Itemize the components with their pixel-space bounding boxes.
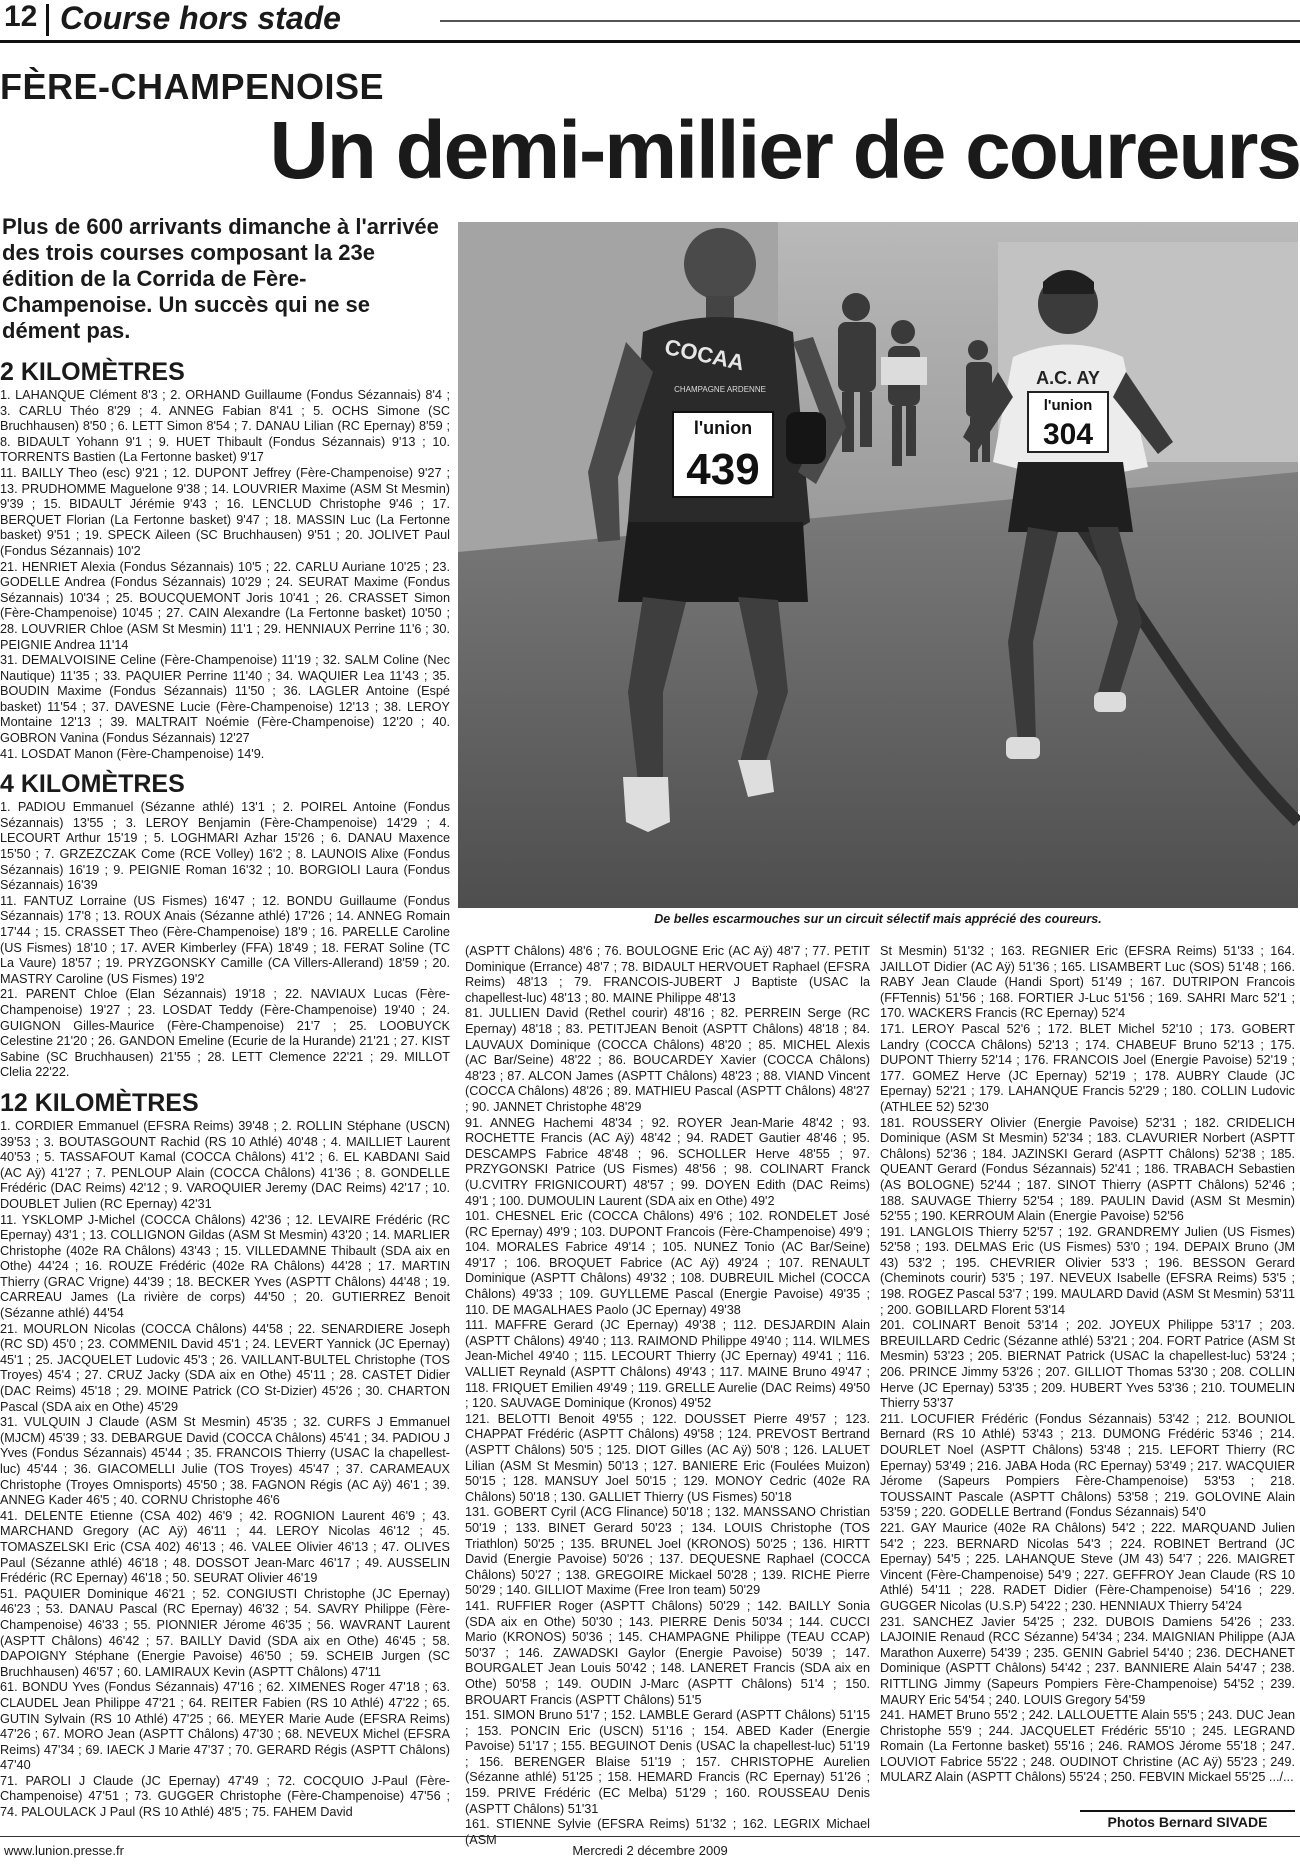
race-12km-results-part1 — [0, 1119, 450, 1821]
race-4km-results — [0, 800, 450, 1081]
result-paragraph: 111. MAFFRE Gerard (JC Epernay) 49'38 ; 112. DESJARDIN Alain (ASPTT Châlons) 49'40 ; 113. RAIMOND Philippe 49'40 ; 114. WILMES Jean-Michel 49'40 ; 115. LECOURT Thierry (JC Epernay) 49'41 ; 116. VALLIET Reynald (ASPTT Châlons) 49'43 ; 117. MAINE Bruno 49'47 ; 118. FRIQUET Emilien 49'49 ; 119. GRELLE Aurelie (DAC Reims) 49'50 ; 120. SAUVAGE Dominique (Kronos) 49'52 — [465, 1318, 870, 1411]
result-paragraph: 11. BAILLY Theo (esc) 9'21 ; 12. DUPONT Jeffrey (Fère-Champenoise) 9'27 ; 13. PRUDHOMME Maguelone 9'38 ; 14. LOUVRIER Maxime (ASM St Mesmin) 9'39 ; 15. BIDAULT Jérémie 9'43 ; 16. LENCLUD Christophe 9'46 ; 17. BERQUET Florian (La Fertonne basket) 9'47 ; 18. MASSIN Luc (La Fertonne basket) 9'51 ; 19. SPECK Aileen (SC Bruchhausen) 9'51 ; 20. JOLIVET Paul (Fondus Sézannais) 10'2 — [0, 465, 450, 558]
result-paragraph: 231. SANCHEZ Javier 54'25 ; 232. DUBOIS Damiens 54'26 ; 233. LAJOINIE Renaud (RCC Sézanne) 54'34 ; 234. MAIGNIAN Philippe (AJA Marathon Auxerre) 54'39 ; 235. GENIN Gabriel 54'40 ; 236. DECHANET Dominique (ASPTT Châlons) 54'42 ; 237. BANNIERE Alain 54'47 ; 238. RITTLING Jimmy (Sapeurs Pompiers Fère-Champenoise) 54'52 ; 239. MAURY Eric 54'54 ; 240. LOUIS Gregory 54'59 — [880, 1614, 1295, 1707]
result-paragraph: 211. LOCUFIER Frédéric (Fondus Sézannais) 53'42 ; 212. BOUNIOL Bernard (RS 10 Athlé) 53'43 ; 213. DUMONG Frédéric 53'46 ; 214. DOURLET Noel (ASPTT Châlons) 53'48 ; 215. LEFORT Thierry (RC Epernay) 53'49 ; 216. JABA Hoda (RC Epernay) 53'49 ; 217. WACQUIER Jérome (Sapeurs Pompiers Fère-Champenoise) 53'53 ; 218. TOUSSAINT Pascale (ASPTT Châlons) 53'58 ; 219. GOLOVINE Alain 53'59 ; 220. GODELLE Bertrand (Fondus Sézannais) 54'0 — [880, 1411, 1295, 1520]
result-paragraph: 1. CORDIER Emmanuel (EFSRA Reims) 39'48 ; 2. ROLLIN Stéphane (USCN) 39'53 ; 3. BOUTASGOUNT Rachid (RS 10 Athlé) 40'48 ; 4. MAILLIET Laurent 40'53 ; 5. TASSAFOUT Kamal (COCCA Châlons) 41'2 ; 6. EL KABDANI Said (AC Aÿ) 41'27 ; 7. PENLOUP Alain (COCCA Châlons) 41'36 ; 8. GONDELLE Frédéric (DAC Reims) 42'12 ; 9. VAROQUIER Jeremy (DAC Reims) 42'17 ; 10. DOUBLET Julien (RC Epernay) 42'31 — [0, 1118, 450, 1211]
runner1-sponsor: l'union — [693, 418, 753, 438]
runner1-bib: 439 — [686, 445, 760, 494]
result-paragraph: 21. HENRIET Alexia (Fondus Sézannais) 10'5 ; 22. CARLU Auriane 10'25 ; 23. GODELLE Andrea (Fondus Sézannais) 10'29 ; 24. SEURAT Maxime (Fondus Sézannais) 10'34 ; 25. BOUCQUEMONT Joris 10'41 ; 26. CRASSET Simon (Fère-Champenoise) 10'45 ; 27. CAIN Alexandre (La Fertonne basket) 10'50 ; 28. LOUVRIER Chloe (ASM St Mesmin) 11'1 ; 29. HENNIAUX Perrine 11'6 ; 30. PEIGNIE Andrea 11'14 — [0, 559, 450, 652]
result-paragraph: 91. ANNEG Hachemi 48'34 ; 92. ROYER Jean-Marie 48'42 ; 93. ROCHETTE Francis (AC Aÿ) 48'42 ; 94. RADET Gautier 48'46 ; 95. DESCAMPS Fabrice 48'48 ; 96. SCHOLLER Herve 48'55 ; 97. PRZYGONSKI Patrice (US Fismes) 48'56 ; 98. COLINART Franck (U.CVITRY FRIGNICOURT) 48'57 ; 99. DOYEN Edith (DAC Reims) 49'1 ; 100. DUMOULIN Laurent (SDA aix en Othe) 49'2 — [465, 1115, 870, 1208]
article-headline: Un demi-millier de coureurs — [269, 105, 1300, 196]
result-paragraph: 141. RUFFIER Roger (ASPTT Châlons) 50'29 ; 142. BAILLY Sonia (SDA aix en Othe) 50'30 ; 143. PIERRE Denis 50'34 ; 144. CUCCI Mario (KRONOS) 50'36 ; 145. CHAMPAGNE Philippe (TEAU CCAP) 50'37 ; 146. ZAWADSKI Gaylor (Energie Pavoise) 50'39 ; 147. BOURGALET Jean Louis 50'42 ; 148. LANERET Francis (SDA aix en Othe) 50'58 ; 149. OUDIN J-Marc (ASPTT Châlons) 51'4 ; 150. BROUART Francis (ASPTT Châlons) 51'5 — [465, 1598, 870, 1707]
result-paragraph: 41. LOSDAT Manon (Fère-Champenoise) 14'9. — [0, 746, 265, 761]
result-paragraph: 21. MOURLON Nicolas (COCCA Châlons) 44'58 ; 22. SENARDIERE Joseph (RC SD) 45'0 ; 23. COMMENIL David 45'1 ; 24. LEVERT Yannick (JC Epernay) 45'1 ; 25. JACQUELET Ludovic 45'3 ; 26. VAILLANT-BULTEL Christophe (TOS Troyes) 45'4 ; 27. CRUZ Jacky (SDA aix en Othe) 45'11 ; 28. CASTET Didier (DAC Reims) 45'18 ; 29. MOINE Patrick (CO St-Dizier) 45'26 ; 30. CHARTON Pascal (SDA aix en Othe) 45'29 — [0, 1321, 450, 1414]
result-paragraph: 161. STIENNE Sylvie (EFSRA Reims) 51'32 ; 162. LEGRIX Michael (ASM — [465, 1817, 870, 1847]
photo-credit: Photos Bernard SIVADE — [1080, 1810, 1295, 1830]
result-paragraph: 81. JULLIEN David (Rethel courir) 48'16 ; 82. PERREIN Serge (RC Epernay) 48'18 ; 83. PETITJEAN Benoit (ASPTT Châlons) 48'18 ; 84. LAUVAUX Dominique (COCCA Châlons) 48'20 ; 85. MICHEL Alexis (AC Bar/Seine) 48'22 ; 86. BOUCARDEY Xavier (COCCA Châlons) 48'23 ; 87. ALCON James (ASPTT Châlons) 48'23 ; 88. VIAND Vincent (COCCA Châlons) 48'26 ; 89. MATHIEU Pascal (ASPTT Châlons) 48'27 ; 90. JANNET Christophe 48'29 — [465, 1006, 870, 1114]
result-paragraph: 61. BONDU Yves (Fondus Sézannais) 47'16 ; 62. XIMENES Roger 47'18 ; 63. CLAUDEL Jean Philippe 47'21 ; 64. REITER Fabien (RS 10 Athlé) 47'22 ; 65. GUTIN Sylvain (RS 10 Athlé) 47'25 ; 66. MEYER Marie Aude (EFSRA Reims) 47'26 ; 67. MORO Jean (ASPTT Châlons) 47'30 ; 68. NEVEUX Michel (EFSRA Reims) 47'34 ; 69. IAECK J Marie 47'37 ; 70. GERARD Régis (ASPTT Châlons) 47'40 — [0, 1680, 450, 1773]
race-photo — [458, 222, 1298, 908]
runner2-sponsor: l'union — [1043, 397, 1093, 414]
result-paragraph: 21. PARENT Chloe (Elan Sézannais) 19'18 ; 22. NAVIAUX Lucas (Fère-Champenoise) 19'27 ; 23. LOSDAT Teddy (Fère-Champenoise) 19'40 ; 24. GUIGNON Gilles-Maurice (Fère-Champenoise) 21'7 ; 25. LOOBUYCK Celestine 21'20 ; 26. GANDON Emeline (Ecurie de la Hurande) 21'21 ; 27. KIST Sabine (SC Bruchhausen) 21'55 ; 28. LETT Clemence 22'21 ; 29. MILLOT Clelia 22'22. — [0, 987, 450, 1080]
result-paragraph: 131. GOBERT Cyril (ACG Flinance) 50'18 ; 132. MANSSANO Christian 50'19 ; 133. BINET Gerard 50'23 ; 134. LOUIS Christophe (TOS Triathlon) 50'25 ; 135. BRUNEL Joel (KRONOS) 50'25 ; 136. HIRTT David (Energie Pavoise) 50'26 ; 137. DEQUESNE Raphael (COCCA Châlons) 50'27 ; 138. GREGOIRE Mickael 50'28 ; 139. RICHE Pierre 50'29 ; 140. GILLIOT Maxime (Free Iron team) 50'29 — [465, 1505, 870, 1598]
result-paragraph: 191. LANGLOIS Thierry 52'57 ; 192. GRANDREMY Julien (US Fismes) 52'58 ; 193. DELMAS Eric (US Fismes) 53'0 ; 194. DEPAIX Bruno (JM 43) 53'2 ; 195. CHEVRIER Olivier 53'3 ; 196. BESSON Gerard (Cheminots courir) 53'5 ; 197. NEVEUX Isabelle (EFSRA Reims) 53'5 ; 198. ROGEZ Pascal 53'7 ; 199. MAULARD David (ASM St Mesmin) 53'11 ; 200. GOBILLARD Florent 53'14 — [880, 1224, 1295, 1317]
header-separator — [46, 4, 49, 36]
runner2-vest-text: A.C. AY — [1036, 368, 1100, 388]
result-paragraph: 51. PAQUIER Dominique 46'21 ; 52. CONGIUSTI Christophe (JC Epernay) 46'23 ; 53. DANAU Pascal (RC Epernay) 46'32 ; 54. SAVRY Philippe (Fère-Champenoise) 46'33 ; 55. PIONNIER Jérome 46'35 ; 56. WAVRANT Laurent (ASPTT Châlons) 46'42 ; 57. BAILLY David (SDA aix en Othe) 46'45 ; 58. DAPOIGNY Stéphane (Energie Pavoise) 46'50 ; 59. SCHEIB Jurgen (SC Bruchhausen) 46'57 ; 60. LAMIRAUX Kevin (ASPTT Châlons) 47'11 — [0, 1586, 450, 1679]
page-number: 12 — [4, 0, 38, 33]
footer-date: Mercredi 2 décembre 2009 — [572, 1843, 728, 1858]
runner1-vest-small-text: CHAMPAGNE ARDENNE — [674, 385, 766, 394]
results-column-3 — [880, 944, 1295, 1834]
runner2-bib: 304 — [1042, 418, 1094, 451]
race-12km-results-part2 — [465, 944, 870, 1848]
result-paragraph: 31. DEMALVOISINE Celine (Fère-Champenoise) 11'19 ; 32. SALM Coline (Nec Nautique) 11'35 ; 33. PAQUIER Perrine 11'40 ; 34. WAQUIER Lea 11'43 ; 35. BOUDIN Maxime (Fondus Sézannais) 11'50 ; 36. LAGLER Antoine (Espé basket) 11'54 ; 37. DAVESNE Lucie (Fère-Champenoise) 12'13 ; 38. LEROY Montaine 12'13 ; 39. MALTRAIT Noémie (Fère-Champenoise) 12'20 ; 40. GOBRON Vanina (Fondus Sézannais) 12'27 — [0, 653, 450, 746]
result-paragraph: 1. LAHANQUE Clément 8'3 ; 2. ORHAND Guillaume (Fondus Sézannais) 8'4 ; 3. CARLU Théo 8'29 ; 4. ANNEG Fabian 8'41 ; 5. OCHS Simone (SC Bruchhausen) 8'50 ; 6. LETT Simon 8'54 ; 7. DANAU Lilian (RC Epernay) 8'59 ; 8. BIDAULT Yohann 9'1 ; 9. HUET Thibault (Fondus Sézannais) 9'13 ; 10. TORRENTS Bastien (La Fertonne basket) 9'17 — [0, 388, 450, 465]
article-lead: Plus de 600 arrivants dimanche à l'arrivée des trois courses composant la 23e édition de la Corrida de Fère-Champenoise. Un succès qui ne se dément pas. — [2, 214, 439, 343]
result-paragraph: 11. FANTUZ Lorraine (US Fismes) 16'47 ; 12. BONDU Guillaume (Fondus Sézannais) 17'8 ; 13. ROUX Anais (Sézanne athlé) 17'26 ; 14. ANNEG Romain 17'44 ; 15. CRASSET Theo (Fère-Champenoise) 18'9 ; 16. PARELLE Caroline (US Fismes) 18'10 ; 17. AVER Kimberley (FFA) 18'49 ; 18. FERAT Soline (TC La Vaure) 18'57 ; 19. PRYZGONSKY Camille (CA Villers-Allerand) 18'59 ; 20. MASTRY Caroline (US Fismes) 19'2 — [0, 893, 450, 986]
result-paragraph: 151. SIMON Bruno 51'7 ; 152. LAMBLE Gerard (ASPTT Châlons) 51'15 ; 153. PONCIN Eric (USCN) 51'16 ; 154. ABED Kader (Energie Pavoise) 51'17 ; 155. BEGUINOT Denis (USAC la chapellest-luc) 51'19 ; 156. BERENGER Blaise 51'19 ; 157. CHRISTOPHE Aurelien (Sézanne athlé) 51'25 ; 158. HEMARD Francis (RC Epernay) 51'26 ; 159. PRIVE Frédéric (EC Melba) 51'29 ; 160. ROUSSEAU Denis (ASPTT Châlons) 51'31 — [465, 1708, 870, 1816]
runners-photo-illustration — [458, 222, 1298, 908]
page-footer — [0, 1836, 1300, 1865]
result-paragraph: 11. YSKLOMP J-Michel (COCCA Châlons) 42'36 ; 12. LEVAIRE Frédéric (RC Epernay) 43'1 ; 13. COLLIGNON Gildas (ASM St Mesmin) 43'20 ; 14. MARLIER Christophe (402e RA Châlons) 43'43 ; 15. VILLEDAMNE Thibault (SDA aix en Othe) 44'24 ; 16. ROUZE Frédéric (402e RA Châlons) 44'28 ; 17. MARTIN Thierry (GRAC Vrigne) 44'39 ; 18. BECKER Yves (ASPTT Châlons) 44'48 ; 19. CARREAU James (La rivière de corps) 44'50 ; 20. GUTIERREZ Benoit (Sézanne athlé) 44'54 — [0, 1212, 450, 1321]
runner1-vest-text: COCAA — [662, 334, 747, 376]
page-header — [0, 0, 1300, 43]
results-column-1 — [0, 350, 450, 1820]
result-paragraph: 201. COLINART Benoit 53'14 ; 202. JOYEUX Philippe 53'17 ; 203. BREUILLARD Cedric (Sézanne athlé) 53'21 ; 204. FORT Patrice (ASM St Mesmin) 53'23 ; 205. BIERNAT Patrick (USAC la chapellest-luc) 53'24 ; 206. PRINCE Jimmy 53'26 ; 207. GILLIOT Thomas 53'30 ; 208. COLLIN Herve (JC Epernay) 53'35 ; 209. HUBERT Yves 53'36 ; 210. TOUMELIN Thierry 53'37 — [880, 1318, 1295, 1411]
result-paragraph: 171. LEROY Pascal 52'6 ; 172. BLET Michel 52'10 ; 173. GOBERT Landry (COCCA Châlons) 52'13 ; 174. CHABEUF Bruno 52'13 ; 175. DUPONT Thierry 52'14 ; 176. FRANCOIS Joel (Energie Pavoise) 52'19 ; 177. GOMEZ Herve (JC Epernay) 52'19 ; 178. AUBRY Claude (JC Epernay) 52'21 ; 179. LAHANQUE Francis 52'29 ; 180. COLLIN Ludovic (ATHLEE 52) 52'30 — [880, 1021, 1295, 1114]
result-paragraph: (ASPTT Châlons) 48'6 ; 76. BOULOGNE Eric (AC Aÿ) 48'7 ; 77. PETIT Dominique (Errance) 48'7 ; 78. BIDAULT HERVOUET Raphael (EFSRA Reims) 48'13 ; 79. FRANCOIS-JUBERT J Baptiste (USAC la chapellest-luc) 48'13 ; 80. MAINE Philippe 48'13 — [465, 944, 870, 1005]
race-2km-title: 2 KILOMÈTRES — [0, 358, 185, 386]
footer-site: www.lunion.presse.fr — [4, 1843, 124, 1858]
result-paragraph: 31. VULQUIN J Claude (ASM St Mesmin) 45'35 ; 32. CURFS J Emmanuel (MJCM) 45'39 ; 33. DEBARGUE David (COCCA Châlons) 45'41 ; 34. PADIOU J Yves (Fondus Sézannais) 45'44 ; 35. FRANCOIS Thierry (USAC la chapellest-luc) 45'44 ; 36. GIACOMELLI Julie (TOS Troyes) 45'47 ; 37. CARAMEAUX Christophe (Troyes Omnisports) 45'50 ; 38. FAGNON Régis (AC Aÿ) 46'1 ; 39. ANNEG Kader 46'5 ; 40. CORNU Christophe 46'6 — [0, 1415, 450, 1508]
result-paragraph: 101. CHESNEL Eric (COCCA Châlons) 49'6 ; 102. RONDELET José (RC Epernay) 49'9 ; 103. DUPONT Francois (Fère-Champenoise) 49'9 ; 104. MORALES Fabrice 49'14 ; 105. NUNEZ Tonio (AC Bar/Seine) 49'17 ; 106. BROQUET Fabrice (AC Aÿ) 49'24 ; 107. RENAULT Dominique (ASPTT Châlons) 49'32 ; 108. DUBREUIL Michel (COCCA Châlons) 49'33 ; 109. GUYLLEME Pascal (Energie Pavoise) 49'35 ; 110. DE MAGALHAES Paolo (JC Epernay) 49'38 — [465, 1209, 870, 1317]
photo-caption: De belles escarmouches sur un circuit sélectif mais apprécié des coureurs. — [654, 912, 1102, 926]
article-kicker: FÈRE-CHAMPENOISE — [0, 66, 385, 107]
result-paragraph: St Mesmin) 51'32 ; 163. REGNIER Eric (EFSRA Reims) 51'33 ; 164. JAILLOT Didier (AC Aÿ) 51'36 ; 165. LISAMBERT Luc (SOS) 51'48 ; 166. RABY Jean Claude (Handi Sport) 51'49 ; 167. DUTRIPON Francois (FFTennis) 51'56 ; 168. FORTIER J-Luc 51'56 ; 169. SAHRI Marc 52'1 ; 170. WACKERS Francis (RC Epernay) 52'4 — [880, 944, 1295, 1021]
rubric-title: Course hors stade — [60, 0, 341, 36]
race-2km-results — [0, 388, 450, 762]
result-paragraph: 121. BELOTTI Benoit 49'55 ; 122. DOUSSET Pierre 49'57 ; 123. CHAPPAT Frédéric (ASPTT Châlons) 49'58 ; 124. PREVOST Bertrand (ASPTT Châlons) 50'5 ; 125. DIOT Gilles (AC Aÿ) 50'8 ; 126. LALUET Lilian (ASM St Mesmin) 50'13 ; 127. BANIERE Eric (Foulées Muizon) 50'15 ; 128. MANSUY Joel 50'15 ; 129. MONOY Cedric (402e RA Châlons) 50'18 ; 130. GALLIET Thierry (US Fismes) 50'18 — [465, 1411, 870, 1504]
result-paragraph: 221. GAY Maurice (402e RA Châlons) 54'2 ; 222. MARQUAND Julien 54'2 ; 223. BERNARD Nicolas 54'3 ; 224. ROBINET Bertrand (JC Epernay) 54'5 ; 225. LAHANQUE Steve (JM 43) 54'7 ; 226. MAIGRET Vincent (Fère-Champenoise) 54'9 ; 227. GEFFROY Jean Claude (RS 10 Athlé) 54'11 ; 228. RADET Didier (Fère-Champenoise) 54'16 ; 229. GUGGER Nicolas (U.S.P) 54'22 ; 230. HENNIAUX Thierry 54'24 — [880, 1520, 1295, 1613]
result-paragraph: 71. PAROLI J Claude (JC Epernay) 47'49 ; 72. COCQUIO J-Paul (Fère-Champenoise) 47'51 ; 73. GUGGER Christophe (Fère-Champenoise) 47'56 ; 74. PALOULACK J Paul (RS 10 Athlé) 48'5 ; 75. FAHEM David — [0, 1773, 450, 1820]
race-4km-title: 4 KILOMÈTRES — [0, 770, 185, 799]
result-paragraph: 1. PADIOU Emmanuel (Sézanne athlé) 13'1 ; 2. POIREL Antoine (Fondus Sézannais) 13'55 ; 3. LEROY Benjamin (Fère-Champenoise) 14'29 ; 4. LECOURT Arthur 15'19 ; 5. LOGHMARI Azhar 15'26 ; 6. DANAU Maxence 15'50 ; 7. GRZEZCZAK Come (RCE Volley) 16'2 ; 8. LAUNOIS Alixe (Fondus Sézannais) 16'19 ; 9. PEIGNIE Roman 16'32 ; 10. BORGIOLI Laura (Fondus Sézannais) 16'39 — [0, 800, 450, 893]
result-paragraph: 241. HAMET Bruno 55'2 ; 242. LALLOUETTE Alain 55'5 ; 243. DUC Jean Christophe 55'9 ; 244. JACQUELET Frédéric 55'10 ; 245. LEGRAND Romain (La Fertonne basket) 55'16 ; 246. RAMOS Jérome 55'18 ; 247. LOUVIOT Fabrice 55'22 ; 248. OUDINOT Christine (AC Aÿ) 55'23 ; 249. MULARZ Alain (ASPTT Châlons) 55'24 ; 250. FEBVIN Mickael 55'25 .../... — [880, 1708, 1295, 1785]
race-12km-title: 12 KILOMÈTRES — [0, 1088, 199, 1117]
results-column-2 — [465, 944, 870, 1847]
result-paragraph: 41. DELENTE Etienne (CSA 402) 46'9 ; 42. ROGNION Laurent 46'9 ; 43. MARCHAND Gregory (AC Aÿ) 46'11 ; 44. LEROY Nicolas 46'12 ; 45. TOMASZELSKI Eric (CSA 402) 46'13 ; 46. VALEE Olivier 46'13 ; 47. OLIVES Paul (Sézanne athlé) 46'18 ; 48. DOSSOT Jean-Marc 46'17 ; 49. AUSSELIN Frédéric (RC Epernay) 46'18 ; 50. SEURAT Olivier 46'19 — [0, 1508, 450, 1586]
race-12km-results-part3 — [880, 944, 1295, 1786]
header-rule — [440, 20, 1300, 22]
result-paragraph: 181. ROUSSERY Olivier (Energie Pavoise) 52'31 ; 182. CRIDELICH Dominique (ASM St Mesmin) 52'34 ; 183. CLAVURIER Norbert (ASPTT Châlons) 52'36 ; 184. JAZINSKI Gerard (ASPTT Châlons) 52'38 ; 185. QUEANT Gerard (Fondus Sézannais) 52'41 ; 186. TRABACH Sebastien (AS BOLOGNE) 52'44 ; 187. SINOT Thierry (ASPTT Châlons) 52'46 ; 188. SAUVAGE Thierry 52'54 ; 189. PAULIN David (ASM St Mesmin) 52'55 ; 190. KERROUM Alain (Energie Pavoise) 52'56 — [880, 1115, 1295, 1224]
